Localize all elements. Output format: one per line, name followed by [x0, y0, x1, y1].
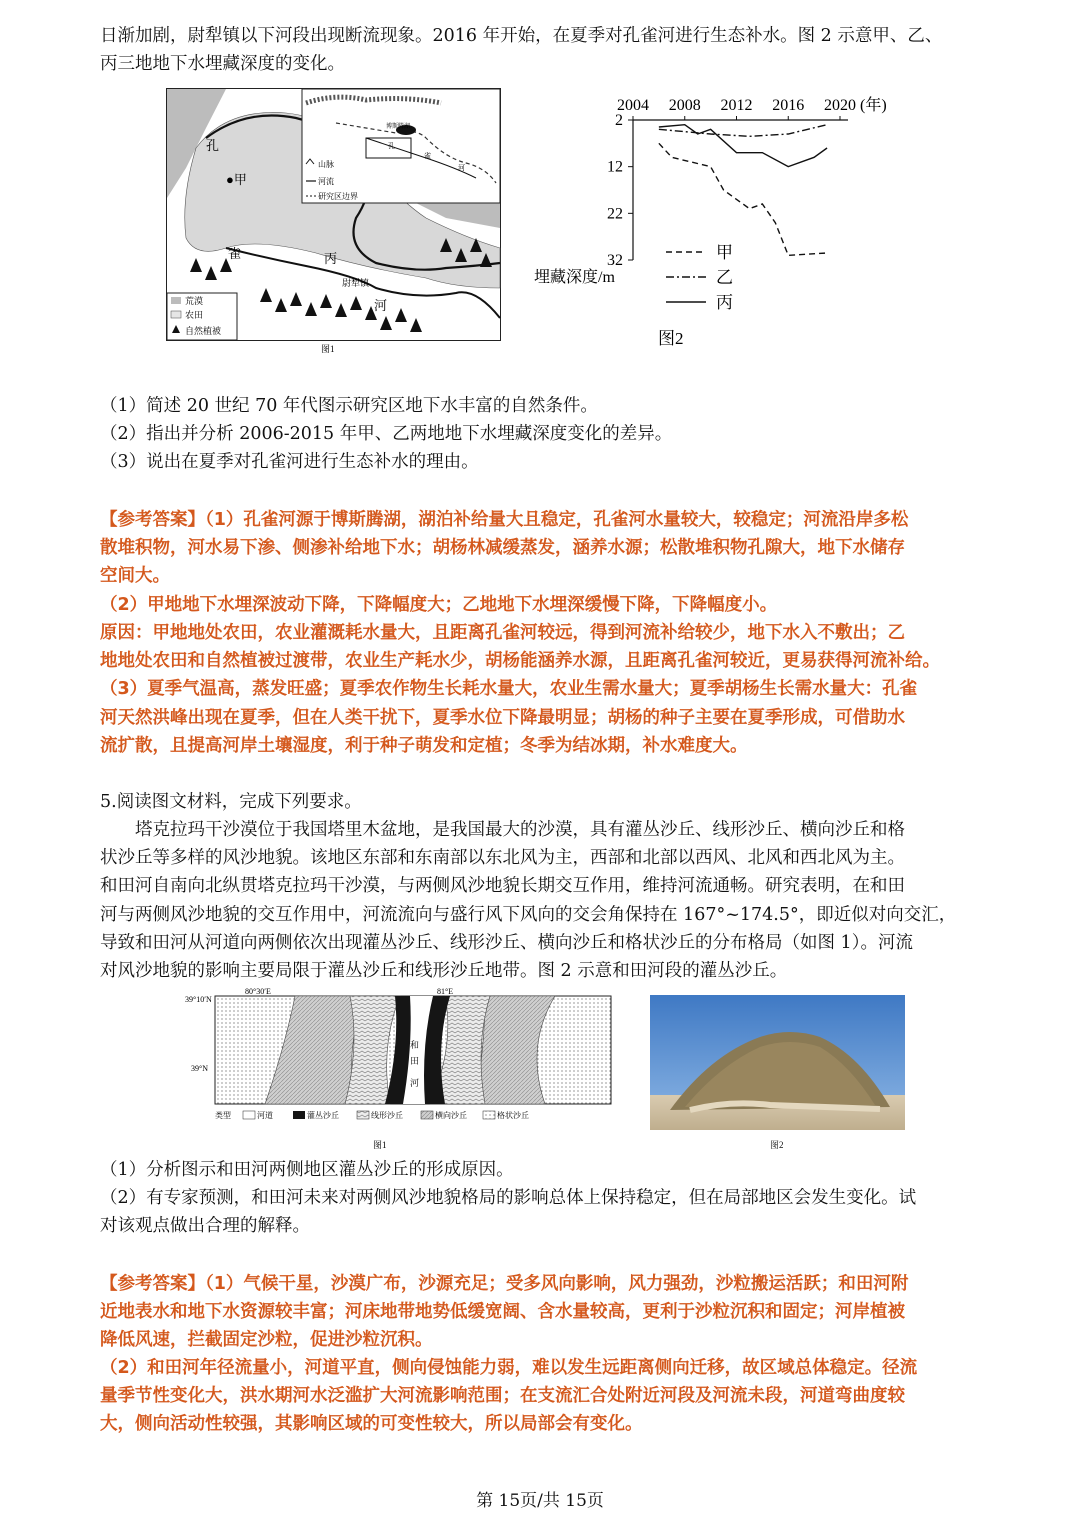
- answer-a-line-3: 空间大。: [100, 566, 170, 586]
- chart-y-tick-label: 22: [607, 205, 623, 223]
- svg-text:荒漠: 荒漠: [185, 296, 204, 306]
- figure-2-chart: [520, 92, 940, 357]
- dune-legend: [215, 1110, 529, 1120]
- chart-y-tick-label: 32: [607, 252, 623, 269]
- lon-label-1: 80°30′E: [245, 987, 271, 996]
- q5-question-3: 对该观点做出合理的解释。: [100, 1216, 310, 1236]
- question-a-1: （1）简述 20 世纪 70 年代图示研究区地下水丰富的自然条件。: [100, 396, 598, 416]
- q5-material-4: 河与两侧风沙地貌的交互作用中，河流流向与盛行风下风向的交会角保持在 167°~174.5°，即近似对向交汇，: [100, 905, 957, 925]
- q5-answer-line-3: 降低风速，拦截固定沙粒，促进沙粒沉积。: [100, 1330, 433, 1350]
- q5-figure-2-caption: 图2: [770, 1140, 784, 1150]
- map-label-he: 河: [374, 298, 388, 313]
- q5-answer-line-5: 量季节性变化大，洪水期河水泛滥扩大河流影响范围；在支流汇合处附近河段及河流未段，河道弯曲度较: [100, 1386, 905, 1406]
- q5-answer-line-2: 近地表水和地下水资源较丰富；河床地带地势低缓宽阔、含水量较高，更利于沙粒沉积和固定；河岸植被: [100, 1302, 905, 1322]
- question-a-2: （2）指出并分析 2006-2015 年甲、乙两地地下水埋藏深度变化的差异。: [100, 424, 673, 444]
- chart-legend-label-3: 丙: [716, 293, 733, 312]
- answer-a-line-9: 流扩散，且提高河岸土壤湿度，利于种子萌发和定植；冬季为结冰期，补水难度大。: [100, 736, 748, 756]
- river-char-2: 田: [410, 1056, 420, 1066]
- intro-line-2: 丙三地地下水埋藏深度的变化。: [100, 54, 345, 74]
- answer-a-line-1: 【参考答案】（1）孔雀河源于博斯腾湖，湖泊补给量大且稳定，孔雀河水量较大，较稳定；河流沿岸多松: [100, 510, 909, 530]
- question-a-3: （3）说出在夏季对孔雀河进行生态补水的理由。: [100, 452, 479, 472]
- svg-text:河流: 河流: [318, 177, 334, 186]
- chart-series-line-2: [659, 125, 827, 137]
- map-label-town: 尉犁镇: [342, 278, 370, 288]
- chart-x-unit: (年): [860, 97, 887, 114]
- chart-y-tick-label: 2: [615, 112, 623, 129]
- page-footer: 第 15页/共 15页: [476, 1491, 604, 1511]
- inset-kong-label: 孔: [388, 142, 395, 150]
- inset-que-label: 雀: [424, 152, 431, 160]
- chart-x-tick-label: 2020: [824, 97, 856, 114]
- figure-1-map: [166, 88, 501, 356]
- lon-label-2: 81°E: [437, 987, 454, 996]
- answer-a-line-5: 原因：甲地地处农田，农业灌溉耗水量大，且距离孔雀河较远，得到河流补给较少，地下水入不敷出；乙: [100, 623, 905, 643]
- answer-a-line-8: 河天然洪峰出现在夏季，但在人类干扰下，夏季水位下降最明显；胡杨的种子主要在夏季形成，可借助水: [100, 708, 905, 728]
- q5-material-1: 塔克拉玛干沙漠位于我国塔里木盆地，是我国最大的沙漠，具有灌丛沙丘、线形沙丘、横向沙丘和格: [100, 820, 905, 840]
- map-label-jia: ●甲: [226, 172, 247, 187]
- chart-y-tick-label: 12: [607, 158, 623, 176]
- svg-text:格状沙丘: 格状沙丘: [497, 1111, 529, 1120]
- river-char-1: 和: [410, 1040, 420, 1050]
- svg-text:类型: 类型: [215, 1111, 231, 1120]
- answer-a-line-4: （2）甲地地下水埋深波动下降，下降幅度大；乙地地下水埋深缓慢下降，下降幅度小。: [100, 595, 778, 615]
- map-label-kong: 孔: [206, 138, 220, 153]
- svg-text:研究区边界: 研究区边界: [318, 192, 358, 201]
- q5-figure-2-photo: [650, 995, 905, 1155]
- chart-legend-label-2: 乙: [716, 268, 733, 287]
- figure-2-caption: 图2: [658, 329, 684, 348]
- chart-legend-label-1: 甲: [716, 243, 733, 262]
- q5-answer-line-6: 大，侧向活动性较强，其影响区域的可变性较大，所以局部会有变化。: [100, 1414, 643, 1434]
- inset-he-label: 河: [458, 164, 465, 172]
- chart-series-line-1: [659, 143, 827, 255]
- chart-x-tick-label: 2008: [668, 97, 701, 114]
- svg-text:自然植被: 自然植被: [185, 326, 222, 336]
- lat-label-2: 39°N: [191, 1064, 208, 1073]
- lat-label-1: 39°10′N: [185, 995, 212, 1004]
- svg-text:横向沙丘: 横向沙丘: [435, 1111, 467, 1120]
- map-label-que: 雀: [228, 246, 242, 261]
- q5-question-1: （1）分析图示和田河两侧地区灌丛沙丘的形成原因。: [100, 1160, 514, 1180]
- map-label-bing: 丙: [324, 251, 338, 266]
- svg-text:农田: 农田: [185, 310, 204, 320]
- answer-a-line-7: （3）夏季气温高，蒸发旺盛；夏季农作物生长耗水量大，农业生需水量大；夏季胡杨生长需水量大：孔雀: [100, 679, 918, 699]
- q5-figure-1-caption: 图1: [373, 1140, 387, 1150]
- chart-y-label: 埋藏深度/m: [534, 269, 615, 286]
- answer-a-line-6: 地地处农田和自然植被过渡带，农业生产耗水少，胡杨能涵养水源，且距离孔雀河较近，更易获得河流补给。: [100, 651, 940, 671]
- map-legend: [167, 293, 237, 340]
- q5-answer-line-1: 【参考答案】（1）气候干星，沙漠广布，沙源充足；受多风向影响，风力强劲，沙粒搬运活跃；和田河附: [100, 1274, 909, 1294]
- q5-material-5: 导致和田河从河道向两侧依次出现灌丛沙丘、线形沙丘、横向沙丘和格状沙丘的分布格局（如图 1）。河流: [100, 933, 913, 953]
- q5-figure-1: [185, 986, 615, 1156]
- q5-material-3: 和田河自南向北纵贯塔克拉玛干沙漠，与两侧风沙地貌长期交互作用，维持河流通畅。研究表明，在和田: [100, 876, 905, 896]
- chart-x-tick-label: 2012: [720, 97, 753, 114]
- chart-x-tick-label: 2016: [772, 97, 805, 114]
- q5-answer-line-4: （2）和田河年径流量小，河道平直，侧向侵蚀能力弱，难以发生远距离侧向迁移，故区域总体稳定。径流: [100, 1358, 918, 1378]
- q5-material-2: 状沙丘等多样的风沙地貌。该地区东部和东南部以东北风为主，西部和北部以西风、北风和西北风为主。: [100, 848, 905, 868]
- inset-lake-label: 博斯腾湖: [386, 124, 411, 130]
- figure-1-caption: 图1: [321, 344, 335, 354]
- answer-a-line-2: 散堆积物，河水易下渗、侧渗补给地下水；胡杨林减缓蒸发，涵养水源；松散堆积物孔隙大，地下水储存: [100, 538, 905, 558]
- river-char-3: 河: [410, 1078, 420, 1088]
- svg-text:线形沙丘: 线形沙丘: [371, 1111, 403, 1120]
- intro-line-1: 日渐加剧，尉犁镇以下河段出现断流现象。2016 年开始，在夏季对孔雀河进行生态补水。图 2 示意甲、乙、: [100, 26, 943, 46]
- q5-question-2: （2）有专家预测，和田河未来对两侧风沙地貌格局的影响总体上保持稳定，但在局部地区会发生变化。试: [100, 1188, 917, 1208]
- q5-material-6: 对风沙地貌的影响主要局限于灌丛沙丘和线形沙丘地带。图 2 示意和田河段的灌丛沙丘。: [100, 961, 788, 981]
- svg-text:山脉: 山脉: [318, 160, 334, 169]
- svg-text:河道: 河道: [257, 1111, 273, 1120]
- chart-x-tick-label: 2004: [617, 97, 649, 114]
- svg-text:灌丛沙丘: 灌丛沙丘: [307, 1111, 339, 1120]
- q5-title: 5.阅读图文材料，完成下列要求。: [100, 792, 362, 812]
